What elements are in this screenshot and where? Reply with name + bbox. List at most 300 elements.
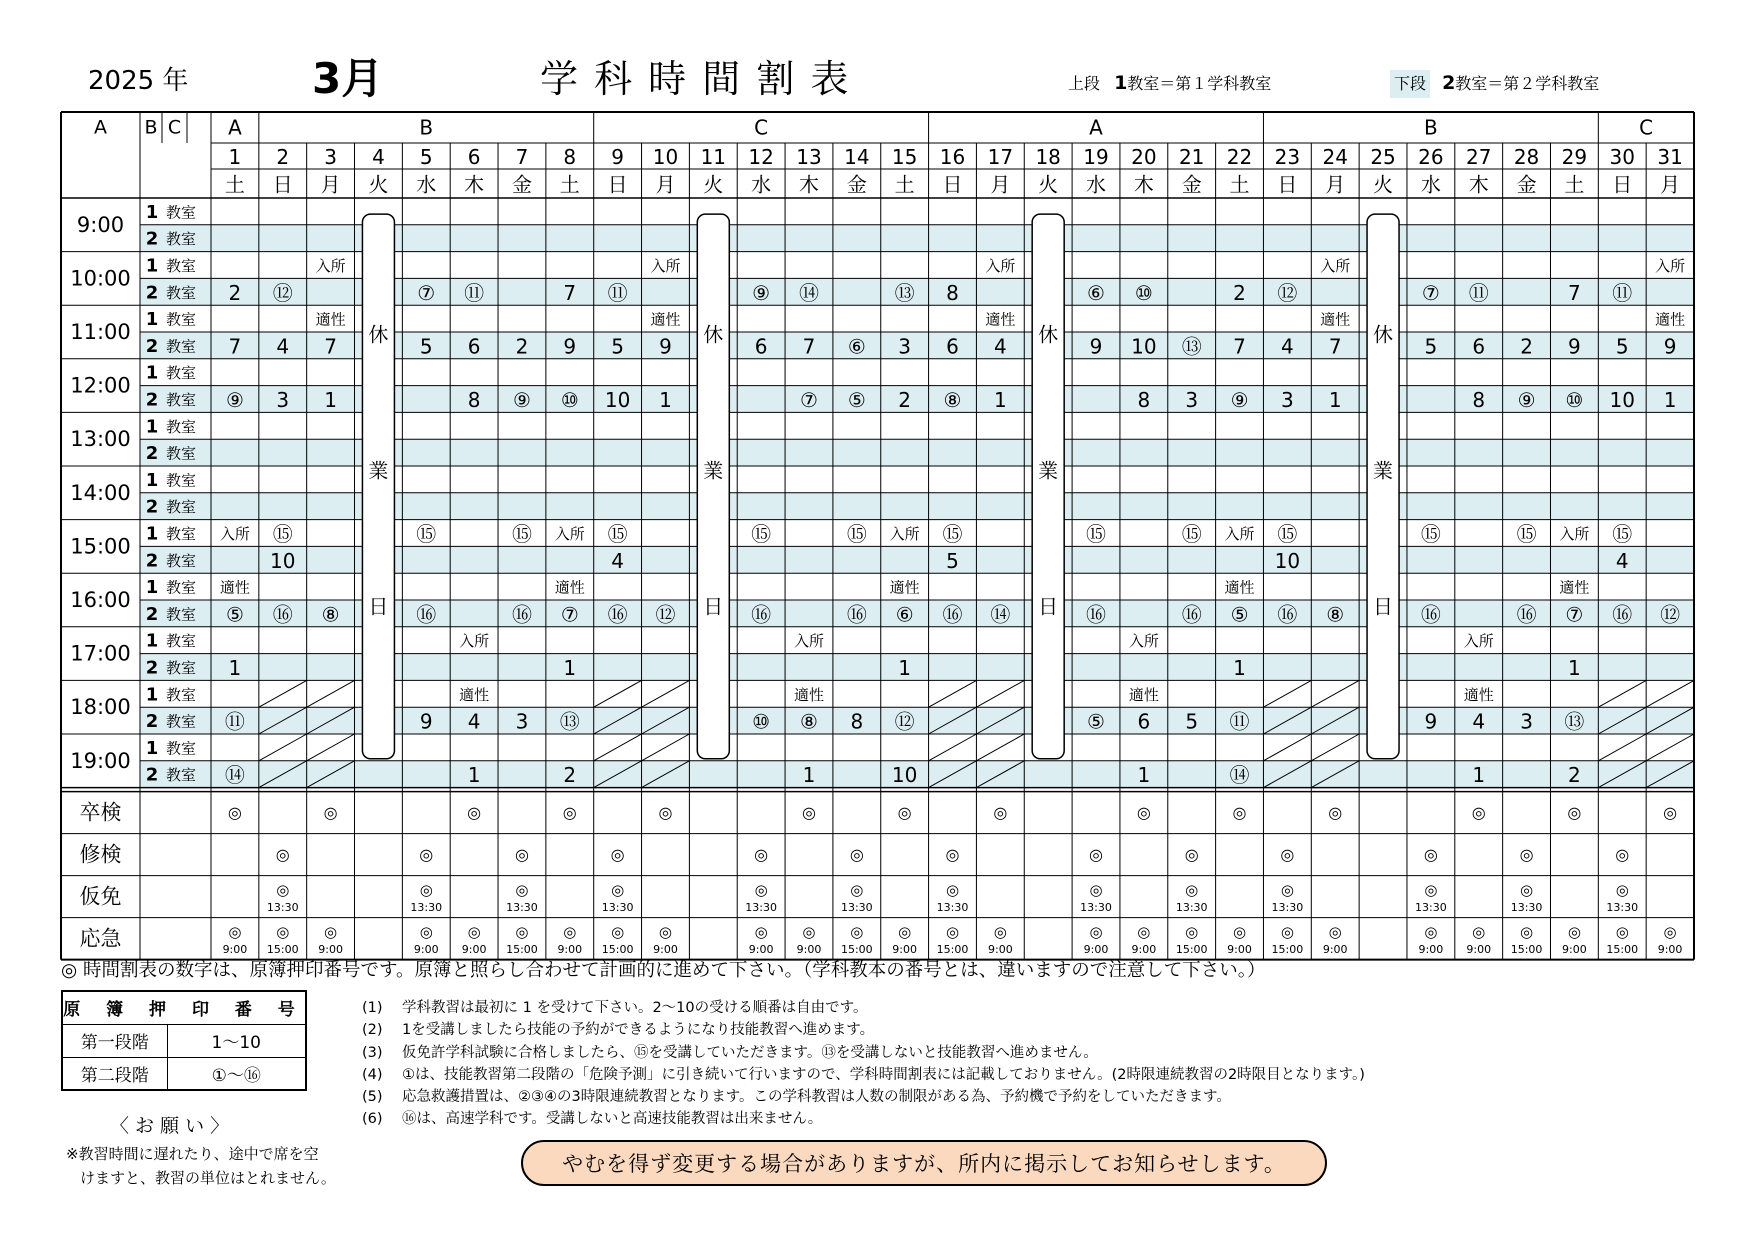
schedule-cell: 10 <box>1131 334 1157 359</box>
exam-time: 9:00 <box>318 943 343 957</box>
room-label: 教室 <box>165 257 197 275</box>
schedule-cell: 適性 <box>315 310 346 329</box>
schedule-cell: 10 <box>270 548 296 573</box>
exam-mark: ◎ <box>1232 922 1247 941</box>
schedule-cell: ⑮ <box>1612 522 1633 546</box>
weekday-label: 土 <box>559 172 580 197</box>
weekday-label: 金 <box>511 172 532 197</box>
exam-mark: ◎ <box>1232 803 1247 823</box>
unavailable-slash <box>1263 734 1311 761</box>
notice-banner: やむを得ず変更する場合がありますが、所内に掲示してお知らせします。 <box>521 1140 1327 1186</box>
schedule-cell: ⑮ <box>1277 522 1298 546</box>
schedule-cell: 2 <box>1568 763 1581 788</box>
schedule-cell: ⑬ <box>1181 334 1202 359</box>
holiday-pill <box>697 214 729 759</box>
schedule-cell: 入所 <box>985 257 1016 275</box>
exam-label: 仮免 <box>79 884 122 909</box>
exam-mark: ◎ <box>754 880 768 899</box>
holiday-char: 休 <box>703 322 724 347</box>
weekday-label: 水 <box>1420 172 1441 197</box>
weekday-label: 木 <box>1468 172 1489 197</box>
exam-time: 9:00 <box>557 943 583 957</box>
schedule-cell: 適性 <box>554 578 585 597</box>
upper-label: 上段 <box>1068 74 1101 93</box>
room-number: 1 <box>145 362 159 384</box>
exam-mark: ◎ <box>1567 922 1581 941</box>
exam-time: 13:30 <box>840 901 873 915</box>
weekday-label: 日 <box>942 172 963 197</box>
room-label: 教室 <box>165 230 197 249</box>
schedule-cell: 7 <box>1328 334 1342 359</box>
exam-mark: ◎ <box>1184 845 1199 865</box>
day-number: 7 <box>515 145 529 169</box>
room-number: 1 <box>145 255 159 277</box>
schedule-cell: ⑯ <box>1086 602 1107 627</box>
schedule-cell: 入所 <box>554 525 585 543</box>
schedule-cell: 3 <box>1520 709 1533 734</box>
holiday-char: 業 <box>1373 458 1394 483</box>
schedule-cell: 4 <box>993 334 1007 359</box>
schedule-cell: 入所 <box>315 257 346 275</box>
schedule-cell: 3 <box>276 388 290 412</box>
note-number: (1) <box>362 1000 383 1016</box>
day-number: 31 <box>1657 145 1683 169</box>
weekday-label: 金 <box>1181 172 1202 197</box>
room-number: 2 <box>145 764 159 786</box>
schedule-cell: 8 <box>946 280 959 305</box>
schedule-cell: 1 <box>1663 388 1677 412</box>
schedule-cell: ⑯ <box>272 602 293 627</box>
room-number: 1 <box>145 684 159 706</box>
schedule-cell: 入所 <box>459 632 490 651</box>
schedule-cell: ⑭ <box>224 763 245 788</box>
holiday-char: 日 <box>368 594 389 619</box>
schedule-cell: ⑫ <box>1660 602 1681 627</box>
exam-mark: ◎ <box>898 922 912 941</box>
schedule-cell: ⑦ <box>1421 280 1440 305</box>
day-number: 30 <box>1609 145 1635 169</box>
weekday-label: 木 <box>464 172 485 197</box>
room-label: 教室 <box>165 605 197 624</box>
group-header-label: C <box>754 115 769 140</box>
schedule-cell: ⑫ <box>1277 280 1298 305</box>
schedule-cell: 適性 <box>985 310 1016 329</box>
weekday-label: 火 <box>703 172 724 197</box>
schedule-cell: ⑪ <box>224 709 245 734</box>
exam-mark: ◎ <box>802 922 816 941</box>
schedule-cell: 適性 <box>650 310 681 329</box>
day-number: 13 <box>796 145 822 169</box>
exam-label: 卒検 <box>79 800 122 825</box>
exam-time: 9:00 <box>748 943 774 957</box>
exam-time: 15:00 <box>601 943 634 957</box>
schedule-cell: 9 <box>419 709 433 734</box>
schedule-cell: 入所 <box>1463 632 1494 651</box>
exam-time: 13:30 <box>745 901 777 915</box>
schedule-cell: 7 <box>228 334 242 359</box>
schedule-cell: ⑭ <box>990 602 1011 627</box>
exam-time: 13:30 <box>1175 901 1208 915</box>
note-number: (5) <box>362 1089 383 1106</box>
exam-mark: ◎ <box>228 922 242 941</box>
room-label: 教室 <box>165 578 197 597</box>
weekday-label: 土 <box>894 172 915 197</box>
schedule-cell: 2 <box>228 280 242 305</box>
legend-stage-value: ①～⑯ <box>167 1057 306 1090</box>
schedule-cell: 1 <box>1328 388 1342 412</box>
exam-time: 13:30 <box>936 901 969 915</box>
schedule-cell: ⑬ <box>1564 709 1585 734</box>
schedule-cell: ⑤ <box>847 388 866 412</box>
day-number: 5 <box>419 145 433 169</box>
exam-time: 9:00 <box>461 943 487 957</box>
note-item <box>362 1019 1365 1041</box>
exam-mark: ◎ <box>1089 880 1103 899</box>
day-number: 25 <box>1370 145 1396 169</box>
schedule-cell: 9 <box>1089 334 1103 359</box>
room-number: 1 <box>145 523 159 545</box>
note-text: ⑯は、高速学科です。受講しないと高速技能教習は出来ません。 <box>402 1111 823 1128</box>
weekday-label: 日 <box>1277 172 1298 197</box>
time-label: 10:00 <box>70 266 131 291</box>
room-number: 2 <box>145 443 159 465</box>
room-number: 1 <box>145 577 159 599</box>
exam-mark: ◎ <box>467 922 481 941</box>
note-number: (4) <box>362 1066 383 1083</box>
holiday-char: 休 <box>1373 322 1394 347</box>
legend-stage-label: 第二段階 <box>62 1057 167 1090</box>
schedule-cell: 2 <box>515 334 529 359</box>
schedule-cell: 適性 <box>1320 310 1351 329</box>
room-number: 2 <box>145 496 159 518</box>
room-label: 教室 <box>165 444 197 463</box>
exam-time: 13:30 <box>410 901 443 915</box>
room-number: 2 <box>145 389 159 411</box>
day-number: 19 <box>1083 145 1109 169</box>
schedule-cell: ⑮ <box>272 522 293 546</box>
schedule-cell: 適性 <box>1655 310 1686 329</box>
note-number: (2) <box>362 1022 383 1039</box>
room-label: 教室 <box>165 739 197 758</box>
exam-mark: ◎ <box>1663 803 1678 823</box>
schedule-cell: ⑯ <box>607 602 628 627</box>
note-text: ①は、技能教習第二段階の「危険予測」に引き続いて行いますので、学科時間割表には記載しておりません。(2時限連続教習の2時限目となります。) <box>402 1066 1365 1083</box>
room-label: 教室 <box>165 632 197 651</box>
schedule-cell: ⑫ <box>272 280 293 305</box>
day-number: 20 <box>1131 145 1157 169</box>
schedule-cell: ⑮ <box>942 522 963 546</box>
exam-label: 応急 <box>79 926 122 951</box>
schedule-cell: 10 <box>891 763 918 788</box>
schedule-cell: 5 <box>946 548 959 573</box>
schedule-cell: 適性 <box>459 685 490 704</box>
room-label: 教室 <box>165 391 197 409</box>
lower-room-num: 2 <box>1442 72 1456 94</box>
schedule-cell: 5 <box>611 334 624 359</box>
unavailable-slash <box>1311 680 1359 707</box>
room-label: 教室 <box>165 310 197 329</box>
group-header-label: B <box>419 115 434 140</box>
exam-mark: ◎ <box>1423 845 1438 865</box>
schedule-cell: 7 <box>1233 334 1246 359</box>
weekday-label: 水 <box>416 172 437 197</box>
note-text: 学科教習は最初に 1 を受けて下さい。2～10の受ける順番は自由です。 <box>402 1000 868 1016</box>
exam-mark: ◎ <box>1567 803 1582 823</box>
exam-time: 15:00 <box>1175 943 1208 957</box>
room-number: 1 <box>145 469 159 491</box>
exam-time: 13:30 <box>1606 901 1639 915</box>
room-number: 1 <box>145 630 159 652</box>
schedule-cell: ⑩ <box>1565 388 1584 412</box>
schedule-cell: ⑯ <box>1516 602 1537 627</box>
unavailable-slash <box>1263 680 1311 707</box>
room-number: 2 <box>145 711 159 733</box>
schedule-cell: ⑩ <box>752 709 771 734</box>
exam-time: 13:30 <box>1080 901 1112 915</box>
room-number: 2 <box>145 550 159 572</box>
schedule-cell: 5 <box>1615 334 1629 359</box>
room-number: 2 <box>145 282 159 304</box>
exam-time: 15:00 <box>1271 943 1304 957</box>
holiday-char: 業 <box>1038 458 1059 483</box>
unavailable-slash <box>1311 734 1359 761</box>
weekday-label: 土 <box>1229 172 1250 197</box>
schedule-cell: ⑨ <box>1517 388 1536 412</box>
day-number: 11 <box>700 145 727 169</box>
day-number: 12 <box>748 145 774 169</box>
day-number: 9 <box>611 145 624 169</box>
schedule-cell: ⑦ <box>560 602 579 627</box>
unavailable-slash <box>1646 734 1694 761</box>
day-number: 3 <box>324 145 337 169</box>
month-label: 3月 <box>312 54 384 103</box>
schedule-cell: ⑨ <box>1230 388 1249 412</box>
room-number: 1 <box>145 309 159 331</box>
exam-mark: ◎ <box>227 803 242 823</box>
schedule-cell: 10 <box>1274 548 1301 573</box>
schedule-cell: 8 <box>467 388 481 412</box>
weekday-label: 日 <box>1612 172 1633 197</box>
schedule-cell: ⑧ <box>1326 602 1345 627</box>
schedule-cell: ⑮ <box>1181 522 1202 546</box>
schedule-cell: 9 <box>1663 334 1677 359</box>
schedule-cell: 4 <box>1615 548 1629 573</box>
weekday-label: 金 <box>846 172 867 197</box>
group-header-label: B <box>144 116 158 139</box>
exam-mark: ◎ <box>1519 845 1534 865</box>
exam-mark: ◎ <box>1520 880 1534 899</box>
day-number: 4 <box>372 145 385 169</box>
schedule-cell: 1 <box>898 656 912 680</box>
holiday-char: 日 <box>1373 594 1394 619</box>
schedule-cell: 6 <box>1137 709 1151 734</box>
holiday-char: 日 <box>1038 594 1059 619</box>
note-item <box>362 997 1365 1019</box>
schedule-cell: 入所 <box>1128 632 1159 651</box>
schedule-cell: 適性 <box>1463 685 1494 704</box>
schedule-cell: 適性 <box>1224 578 1255 597</box>
exam-time: 9:00 <box>1083 943 1109 957</box>
exam-time: 15:00 <box>1510 943 1543 957</box>
room-label: 教室 <box>165 712 197 731</box>
exam-mark: ◎ <box>611 880 625 899</box>
exam-mark: ◎ <box>1615 922 1629 941</box>
day-number: 18 <box>1035 145 1061 169</box>
exam-mark: ◎ <box>419 922 433 941</box>
day-number: 27 <box>1465 145 1492 169</box>
schedule-cell: 入所 <box>1655 257 1686 275</box>
exam-time: 9:00 <box>1322 943 1348 957</box>
day-number: 2 <box>276 145 290 169</box>
schedule-cell: 1 <box>563 656 577 680</box>
schedule-cell: 6 <box>467 334 481 359</box>
day-number: 29 <box>1561 145 1588 169</box>
schedule-cell: 入所 <box>219 525 250 543</box>
schedule-cell: ⑯ <box>1181 602 1202 627</box>
group-header-label: A <box>1089 115 1103 140</box>
room-label: 教室 <box>165 551 197 570</box>
schedule-cell: ⑮ <box>846 522 867 546</box>
day-number: 24 <box>1322 145 1348 169</box>
holiday-char: 日 <box>703 594 724 619</box>
room-label: 教室 <box>165 417 197 436</box>
exam-mark: ◎ <box>1280 922 1294 941</box>
exam-mark: ◎ <box>276 880 290 899</box>
schedule-cell: 適性 <box>889 578 920 597</box>
unavailable-slash <box>594 680 642 707</box>
day-number: 28 <box>1513 145 1540 169</box>
exam-time: 15:00 <box>840 943 873 957</box>
schedule-cell: ⑤ <box>1230 602 1249 627</box>
schedule-cell: 入所 <box>889 525 920 543</box>
schedule-cell: 適性 <box>1128 685 1159 704</box>
exam-time: 13:30 <box>506 901 538 915</box>
exam-mark: ◎ <box>850 880 864 899</box>
schedule-cell: ⑮ <box>511 522 532 546</box>
weekday-label: 火 <box>1038 172 1059 197</box>
exam-time: 9:00 <box>1657 943 1683 957</box>
exam-mark: ◎ <box>1328 922 1342 941</box>
room-number: 2 <box>145 228 159 250</box>
room-label: 教室 <box>165 337 197 356</box>
schedule-cell: 1 <box>993 388 1007 412</box>
room-number: 2 <box>145 335 159 357</box>
lower-label: 下段 <box>1390 70 1430 98</box>
schedule-cell: 6 <box>754 334 768 359</box>
schedule-cell: 入所 <box>650 257 681 275</box>
room-number: 2 <box>145 657 159 679</box>
exam-time: 13:30 <box>1415 901 1447 915</box>
room-number: 2 <box>145 603 159 625</box>
request-title: 〈 お 願 い 〉 <box>110 1115 230 1137</box>
note-item <box>362 1042 1365 1064</box>
schedule-cell: ⑥ <box>1087 280 1105 305</box>
room-label: 教室 <box>165 525 197 543</box>
day-number: 6 <box>467 145 481 169</box>
day-number: 8 <box>563 145 577 169</box>
upper-room-num: 1 <box>1114 72 1128 94</box>
schedule-cell: 3 <box>1185 388 1199 412</box>
exam-mark: ◎ <box>1471 803 1486 823</box>
schedule-cell: 1 <box>1568 656 1581 680</box>
exam-time: 9:00 <box>222 943 248 957</box>
schedule-cell: ⑭ <box>798 280 819 305</box>
exam-mark: ◎ <box>1137 922 1151 941</box>
exam-time: 9:00 <box>1131 943 1157 957</box>
schedule-cell: ⑯ <box>846 602 867 627</box>
holiday-char: 休 <box>368 322 389 347</box>
exam-mark: ◎ <box>324 922 338 941</box>
schedule-cell: ⑪ <box>1229 709 1250 734</box>
exam-mark: ◎ <box>850 922 864 941</box>
schedule-cell: 8 <box>1137 388 1151 412</box>
schedule-cell: 4 <box>467 709 481 734</box>
exam-mark: ◎ <box>1663 922 1677 941</box>
exam-mark: ◎ <box>323 803 338 823</box>
exam-mark: ◎ <box>1424 880 1438 899</box>
weekday-label: 木 <box>1133 172 1154 197</box>
day-number: 16 <box>939 145 966 169</box>
time-label: 17:00 <box>70 641 131 666</box>
unavailable-slash <box>259 734 307 761</box>
lower-room-text: 教室＝第２学科教室 <box>1455 74 1600 93</box>
unavailable-slash <box>307 680 355 707</box>
schedule-cell: ⑪ <box>607 280 628 305</box>
unavailable-slash <box>929 680 977 707</box>
holiday-pill <box>1032 214 1064 759</box>
holiday-char: 休 <box>1038 322 1059 347</box>
legend-stage-label: 第一段階 <box>62 1024 167 1057</box>
room-label: 教室 <box>165 364 197 383</box>
exam-time: 13:30 <box>1510 901 1543 915</box>
schedule-cell: ⑮ <box>416 522 437 546</box>
schedule-cell: ⑦ <box>800 388 818 412</box>
exam-mark: ◎ <box>611 922 625 941</box>
schedule-cell: ⑤ <box>225 602 244 627</box>
schedule-cell: 2 <box>563 763 577 788</box>
exam-time: 13:30 <box>1271 901 1304 915</box>
schedule-cell: 3 <box>515 709 529 734</box>
schedule-cell: 入所 <box>1559 525 1590 543</box>
day-number: 26 <box>1418 145 1444 169</box>
schedule-cell: ⑮ <box>1516 522 1537 546</box>
note-number: (6) <box>362 1111 383 1128</box>
unavailable-slash <box>1598 734 1646 761</box>
schedule-cell: ⑧ <box>321 602 340 627</box>
room-label: 教室 <box>165 766 197 785</box>
exam-time: 13:30 <box>601 901 634 915</box>
schedule-cell: 7 <box>802 334 816 359</box>
schedule-cell: 2 <box>898 388 912 412</box>
exam-time: 9:00 <box>1466 943 1492 957</box>
schedule-cell: ⑪ <box>464 280 485 305</box>
day-number: 17 <box>987 145 1014 169</box>
exam-time: 9:00 <box>1562 943 1587 957</box>
note-number: (3) <box>362 1044 383 1061</box>
note-text: 1を受講しましたら技能の予約ができるようになり技能教習へ進めます。 <box>402 1022 875 1039</box>
exam-mark: ◎ <box>1089 922 1103 941</box>
group-header-label: A <box>228 115 242 140</box>
group-header-label: A <box>94 116 107 139</box>
unavailable-slash <box>976 680 1024 707</box>
room-number: 1 <box>145 737 159 759</box>
room-label: 教室 <box>165 203 197 222</box>
exam-mark: ◎ <box>419 845 434 865</box>
notes-list <box>362 997 1365 1131</box>
schedule-cell: 6 <box>946 334 959 359</box>
schedule-cell: ⑧ <box>800 709 818 734</box>
exam-mark: ◎ <box>1615 845 1630 865</box>
